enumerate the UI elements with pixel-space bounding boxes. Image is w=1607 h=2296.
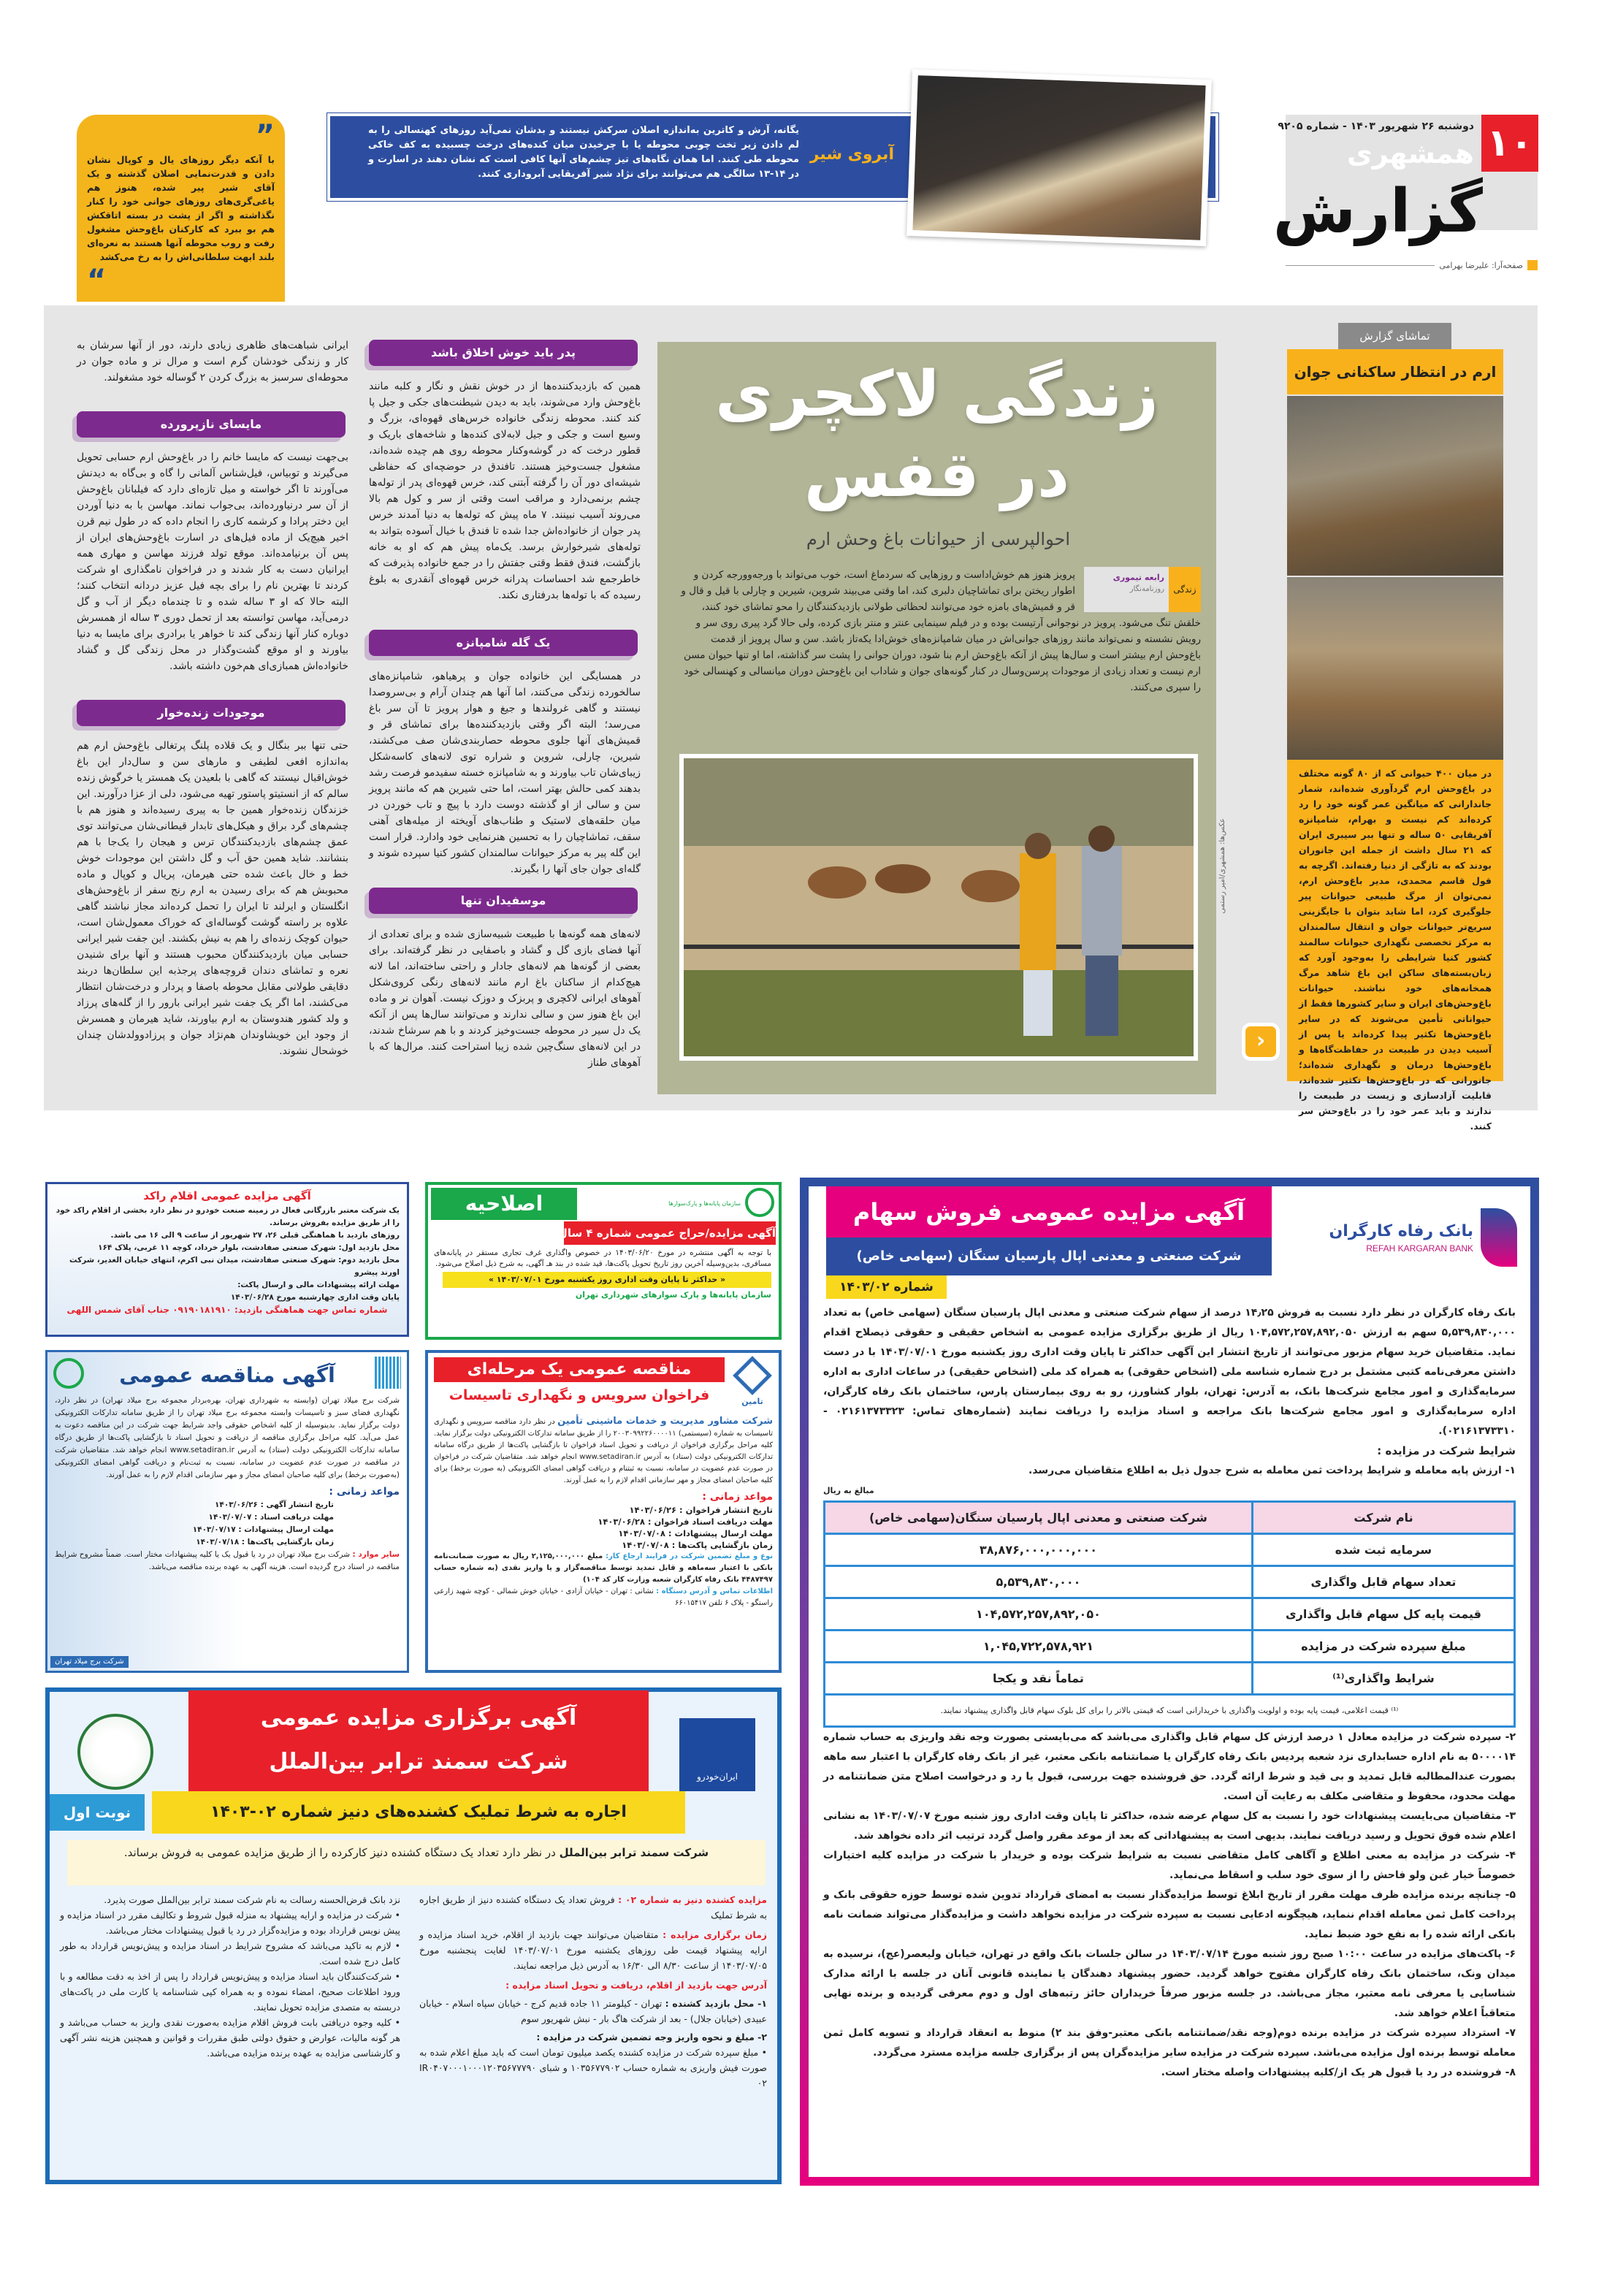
byline-block bbox=[1084, 567, 1201, 612]
article-subtitle: احوالپرسی از حیوانات باغ وحش ارم bbox=[806, 529, 1070, 549]
column-text: همین که بازدیدکننده‌ها از در خوش نقش و نگار و کلبه مانند باغ‌وحش وارد می‌شوند، باید به دیدن شیطنت‌های جکی و جیل پا کند کنند. محوطه زندگی خانواده خرس‌های قهوه‌ای، بزرگ و وسیع است و جکی و جیل لابه‌لای کنده‌ها و شاخه‌های باریک و قطور درخت که در گوشه‌وکنار محوطه روی هم چیده شده‌اند، مشغول جست‌وخیز هستند. تافندق در حوضچه‌ای که حفاظی شیشه‌ای دور آن را گرفته آبتنی کند، خرس قهوه‌ای پدر از توله‌ها چشم برنمی‌دارد و مراقب است وقتی از سر و کول هم بالا می‌روند آسیب نبینند. ۷ ماه پیش که توله‌ها به دنیا آمدند خرس پدر جوان از خانواده‌اش جدا شده تا فندق با خیال آسوده بتواند به توله‌های شیرخوارش برسد. یک‌ماه پیش هم که او به خانه بازگشت، فندق فقط وقتی جفتش را در جمع خانواده پذیرفت که خاطرجمع شد احساسات پدرانه خرس قهوه‌ای آنقدری به بلوغ رسیده که با توله‌ها بدرفتاری نکند. bbox=[369, 381, 641, 601]
samand-logo-icon bbox=[77, 1714, 153, 1790]
pull-quote bbox=[77, 115, 285, 302]
next-arrow-icon[interactable]: ‹ bbox=[1242, 1023, 1280, 1061]
column-text: ایرانی شباهت‌های ظاهری زیادی دارند، دور از آنها سرشان به کار و زندگی خودشان گرم است و مرال نر و ماده جوان در محوطه‌ای سرسبز به بزرگ کردن ۲ گوساله خود مشغولند. bbox=[77, 340, 348, 384]
credit-marker-icon bbox=[1527, 260, 1538, 270]
lion-box-title: آبروی شیر bbox=[809, 145, 894, 164]
tamin-logo: تامین bbox=[730, 1356, 774, 1408]
section-title: گزارش bbox=[1272, 177, 1483, 246]
sidebar-photo-bears bbox=[1287, 396, 1503, 576]
tehran-logo-icon bbox=[53, 1358, 84, 1389]
article-lead-block bbox=[673, 567, 1201, 739]
ad-stagnant-items: آگهی مزایده عمومی اقلام راکد یک شرکت معتبر بازرگانی فعال در زمینه صنعت خودرو در نظر دارد بخشی از اقلام راکد خود را از طریق مزایده بفروش برساند. روزهای بازدید با هماهنگی قبلی ۲۶، ۲۷ شهریور از ساعت ۹ الی ۱۶ می باشد. محل بازدید اول: شهرک صنعتی صفادشت، بلوار خرداد، کوچه ۱۱ غربی، پلاک ۱۶۴ محل بازدید دوم: شهرک صنعتی صفادشت، میدان نبی اکرم، انتهای خیابان الغدیر، شرکت اورند پیشرو مهلت ارائه پیشنهادات مالی و ارسال پاکت: پایان وقت اداری چهارشنبه مورخ ۱۴۰۳/۰۶/۲۸ شماره تماس جهت هماهنگی بازدید: ۰۹۱۹۰۱۸۱۹۱۰ جناب آقای شمس اللهی bbox=[45, 1182, 409, 1337]
author-name: رابعه تیموری bbox=[1112, 573, 1164, 582]
bank-logo-icon bbox=[1481, 1208, 1517, 1267]
zoo-visitors-photo bbox=[684, 758, 1194, 1056]
quote-close-icon: “ bbox=[87, 264, 107, 297]
lion-box-text: یگانه، آرش و کاترین به‌اندازه اصلان سرکش نیستند و بدشان نمی‌آید روزهای کهنسالی را به لم دادن زیر تخت چوبی محوطه یا با چرخیدن میان کنده‌های درخت چسبیده به کف خاکی محوطه طی کنند. اما همان نگاه‌های تیز چشم‌های آنها کافی است که نشان دهند در اسارت و در ۱۴-۱۳ سالگی هم می‌توانند برای نژاد شیر آفریقایی آبروداری کنند. bbox=[368, 125, 799, 180]
article-title-2: در قفس bbox=[804, 438, 1070, 511]
article-title-1: زندگی لاکچری bbox=[715, 358, 1159, 431]
quote-open-icon: ” bbox=[255, 119, 275, 153]
photo-credit: عکس‌ها: همشهری/امیر رستمی bbox=[1218, 818, 1226, 914]
quote-text: با آنکه دیگر روزهای یال و کوپال نشان دادن و قدرت‌نمایی اصلان گذشته و یک آقای شیر پیر شده، هنوز هم یاغی‌گری‌های روزهای جوانی خود را کنار نگذاشته و اگر از پشت در بسته اتاقکش هم بو ببرد که کارکنان باغ‌وحش مشغول رفت و روب محوطه آنها هستند به نعره‌ای بلند ابهت سلطانی‌اش را به رخ می‌کشد bbox=[87, 154, 275, 262]
ad-tamin-tender: تامین مناقصه عمومی یک مرحله‌ای فراخوان سرویس و نگهداری تاسیسات شرکت مشاور مدیریت و خدمات ماشینی تأمین در نظر دارد مناقصه سرویس و نگهداری تاسیسات به شماره (سیستمی) ۲۰۰۳۰۹۹۲۲۶۰۰۰۰۱۱ را از طریق سامانه تدارکات الکترونیکی دولت برگزار نماید. کلیه مراحل برگزاری فراخوان از دریافت و تحویل اسناد فراخوان تا بازگشایی پاکت‌ها از طریق درگاه سامانه تدارکات الکترونیکی دولت (ستاد) به آدرس www.setadiran.ir انجام خواهد شد. متقاضیان شرکت در فراخوان در صورت عدم عضویت در سامانه، نسبت به ثبتنام و دریافت گواهی امضای الکترونیکی (به صورت برخط) برای کلیه صاحبان امضای مجاز و مهر سازمانی اقدام لازم را به عمل آورند. مواعد زمانی : تاریخ انتشار فراخوان : ۱۴۰۳/۰۶/۲۶ مهلت دریافت اسناد فراخوان : ۱۴۰۳/۰۶/۲۸ مهلت ارسال پیشنهادات : ۱۴۰۳/۰۷/۰۸ زمان بازگشایی پاکت‌ها : ۱۴۰۳/۰۷/۰۸ نوع و مبلغ تضمین شرکت در فرایند ارجاع کار: مبلغ ۲,۱۲۵,۰۰۰,۰۰۰ ریال به صورت ضمانت‌نامه بانکی با اعتبار سه‌ماهه و قابل تمدید توسط مناقصه‌گزار و یا واریز نقدی (به شماره حساب ۴۴۸۷۴۹۷ بانک رفاه کارگران شعبه وزارت کار کد ۱۰۴) اطلاعات تماس و آدرس دستگاه : نشانی : تهران - خیابان آزادی - خیابان خوش شمالی - کوچه شهید زارعی راستگو - پلاک ۶ تلفن ۶۶۰۱۵۴۱۷ bbox=[425, 1350, 782, 1673]
sidebar-tag: تماشای گزارش bbox=[1338, 323, 1451, 349]
ad-samand-auction: ایران‌خودرو آگهی برگزاری مزایده عمومی شرکت سمند ترابر بین‌الملل نوبت اول اجاره به شرط تملیک کشنده‌های دنیز شماره ۰۲-۱۴۰۳ شرکت سمند ترابر بین‌الملل در نظر دارد تعداد یک دستگاه کشنده دنیز کارکرده را از طریق مزایده عمومی به فروش برساند. مزایده کشنده دنیز به شماره ۰۲ : فروش تعداد یک دستگاه کشنده دنیز از طریق اجاره به شرط تملیک زمان برگزاری مزایده : متقاضیان می‌توانند جهت بازدید از اقلام، خرید اسناد مزایده و ارایه پیشنهاد قیمت طی روزهای یکشنبه مورخ ۱۴۰۳/۰۷/۰۱ لغایت پنجشنبه مورخ ۱۴۰۳/۰۷/۰۵ از ساعت ۸/۳۰ الی ۱۶/۳۰ به آدرس ذیل مراجعه نمایند. آدرس جهت بازدید از اقلام، دریافت و تحویل اسناد مزایده : ۱- محل بازدید کشنده : تهران - کیلومتر ۱۱ جاده قدیم کرج - خیابان سپاه اسلام - خیابان عبیدی (خیابان جلال) - بعد از شرکت هاگ بار - نبش شهریور سوم ۲- مبلغ و نحوه واریز وجه تضمین شرکت در مزایده : • مبلغ سپرده شرکت در مزایده کشنده یکصد میلیون تومان است که باید مبلغ اعلام شده به صورت فیش واریزی به شماره حساب ۱۰۳۵۶۷۷۹۰۲ و شبای IR۰۴۰۷۰۰۰۱۰۰۰۱۲۰۳۵۶۷۷۷۹۰۰۲ نزد بانک قرض‌الحسنه رسالت به نام شرکت سمند ترابر بین‌الملل صورت پذیرد. • شرکت در مزایده و ارایه پیشنهاد به منزله قبول شروط و تکالیف مقرر در اسناد مزایده و پیش نویس قرارداد بوده و مزایده‌گزار در رد یا قبول پیشنهادات مختار می‌باشد. • لازم به تاکید می‌باشد که مشروح شرایط در اسناد مزایده و پیش‌نویس قرارداد به طور کامل درج شده است. • شرکت‌کنندگان باید اسناد مزایده و پیش‌نویس قرارداد را پس از اخذ به دقت مطالعه و با ورود اطلاعات صحیح، امضاء نموده و به همراه کپی شناسنامه یا کارت ملی در پاکت‌های دربسته به متصدی مزایده تحویل نمایند. • کلیه وجوه دریافتی بابت فروش اقلام مزایده به‌صورت نقدی واریز به حساب می‌باشد و هر گونه مالیات، عوارض و حقوق دولتی طبق مقررات و قوانین و همچنین هزینه نشر آگهی و کارشناسی مزایده به عهده برنده مزایده می‌باشد. bbox=[45, 1687, 782, 2184]
paper-logo: همشهری bbox=[1346, 137, 1474, 169]
byline bbox=[1084, 567, 1169, 612]
lion-photo bbox=[906, 69, 1212, 246]
sidebar-photo-deer bbox=[1287, 577, 1503, 760]
ad-refah-share-auction: بانک رفاه کارگران REFAH KARGARAN BANK آگهی مزایده عمومی فروش سهام شرکت صنعتی و معدنی اپال پارسیان سنگان (سهامی خاص) شماره ۱۴۰۳/۰۲ بانک رفاه کارگران در نظر دارد نسبت به فروش ۱۴٫۲۵ درصد از سهام شرکت صنعتی و معدنی اپال پارسیان سنگان (سهامی خاص) به تعداد ۵,۵۳۹,۸۳۰,۰۰۰ سهم به ارزش ۱۰۴,۵۷۲,۲۵۷,۸۹۲,۰۵۰ ریال از طریق برگزاری مزایده عمومی به اشخاص حقیقی و حقوقی ذیصلاح اقدام نماید. متقاضیان خرید سهام مزبور می‌توانند از تاریخ انتشار این آگهی حداکثر تا پایان وقت اداری روز یکشنبه مورخ ۱۴۰۳/۰۷/۰۱ با در دست داشتن معرفی‌نامه کتبی مشتمل بر درج شماره شناسه ملی (اشخاص حقوقی) به همراه کد ملی (اشخاص حقیقی) در ساعات اداری به اداره سرمایه‌گذاری و امور مجامع شرکت‌ها بانک، به آدرس: تهران، بلوار کشاورز، رو به روی بیمارستان پارس، ساختمان بانک رفاه کارگران، اداره سرمایه‌گذاری و امور مجامع شرکت‌ها بانک مراجعه و اسناد مزایده را دریافت نمایند (شماره‌های تماس: ۰۲۱۶۱۳۷۳۳۲۳ - ۰۲۱۶۱۳۷۳۳۱۰). شرایط شرکت در مزایده : ۱- ارزش پایه معامله و شرایط پرداخت ثمن معامله به شرح جدول ذیل به اطلاع متقاضیان می‌رسد. مبالغ به ریال نام شرکت شرکت صنعتی و معدنی اپال پارسیان سنگان(سهامی خاص) سرمایه ثبت شده ۳۸,۸۷۶,۰۰۰,۰۰۰,۰۰۰ تعداد سهام قابل واگذاری ۵,۵۳۹,۸۳۰,۰۰۰ قیمت پایه کل سهام قابل واگذاری ۱۰۴,۵۷۲,۲۵۷,۸۹۲,۰۵۰ مبلغ سپرده شرکت در مزایده ۱,۰۴۵,۷۲۲,۵۷۸,۹۲۱ شرایط واگذاری⁽¹⁾ تماماً نقد و یکجا ⁽¹⁾ قیمت اعلامی، قیمت پایه بوده و اولویت واگذاری با خریدارانی است که قیمتی بالاتر را برای کل بلوک سهام قابل واگذاری پیشنهاد نمایند. ۲- سپرده شرکت در مزایده معادل ۱ درصد ارزش کل سهام قابل واگذاری می‌باشد که می‌بایستی بصورت وجه نقد واریزی به حساب شماره ۵۰۰۰۰۱۴ به نام اداره حسابداری نزد شعبه پردیس بانک رفاه کارگران یا ضمانتنامه بانکی معتبر، غیر از بانک رفاه کارگران با اعتبار سه ماهه بصورت عندالمطالبه قابل تمدید و بی قید و شرط ارائه گردد. حق فروشنده جهت بررسی، قبول یا رد و درخواست اصلاح متن ضمانتنامه در مهلت محدود، محفوظ و متقاضی مکلف به رعایت آن است. ۳- متقاضیان می‌بایست پیشنهادات خود را نسبت به کل سهام عرضه شده، حداکثر تا پایان وقت اداری روز شنبه مورخ ۱۴۰۳/۰۷/۰۷ به نشانی اعلام شده فوق تحویل و رسید دریافت نمایند. بدیهی است به پیشنهاداتی که بعد از موعد مقرر واصل گردد ترتیب اثر داده نخواهد شد. ۴- شرکت در مزایده به معنی اطلاع و آگاهی کامل متقاضی نسبت به شرایط شرکت بوده و خریدار با شرکت در مزایده کلیه اختیارات خصوصاً خیار غبن ولو فاحش را از سوی خود سلب و اسقاط می‌نماید. ۵- چنانچه برنده مزایده ظرف مهلت مقرر از تاریخ ابلاغ توسط مزایده‌گذار نسبت به امضای قرارداد تدوین شده توسط حوزه حقوقی بانک و پرداخت کامل ثمن معامله اقدام ننماید، هیچگونه ادعایی نسبت به سپرده شرکت در مزایده نخواهد داشت و مزایده‌گذار می‌تواند ضمانت نامه بانکی ارائه شده را به نفع خود ضبط نماید. ۶- پاکت‌های مزایده در ساعت ۱۰:۰۰ صبح روز شنبه مورخ ۱۴۰۳/۰۷/۱۴ در سالن جلسات بانک واقع در تهران، خیابان ولیعصر(عج)، نرسیده به میدان ونک، ساختمان بانک رفاه کارگران مفتوح خواهد گردید. حضور پیشنهاد دهندگان یا نماینده قانونی آنان در جلسه با ارائه مدارک شناسایی یا معرفی نامه معتبر، مجاز می‌باشد. در جلسه مزبور صرفاً خریداران حائز رتبه‌های اول و دوم معرفی گردیده و برنده نهایی متعاقباً اعلام خواهد شد. ۷- استرداد سپرده شرکت در مزایده برنده دوم(وجه نقد/ضمانتنامه بانکی معتبر-وفق بند ۲) منوط به انعقاد قرارداد و تسویه کامل ثمن معامله توسط برنده اول مزایده می‌باشد. سپرده شرکت در مزایده سایر مزایده‌گران پس از برگزاری جلسه مزایده مسترد می‌گردد. ۸- فروشنده در رد یا قبول هر یک از/کلیه پیشنهادات واصله مختار است. bbox=[800, 1178, 1539, 2186]
article-lead: پرویز هنوز هم خوش‌اداست و روزهایی که سردماغ است، خوب می‌تواند با ورجه‌وورجه کردن و اطوار ریختن برای تماشاچیان دلبری کند، اما وقتی می‌بیند شروین، شیرین و چارلی با قیل و قال و قر و قمیش‌های بامزه خود می‌توانند لحظاتی طولانی بازدیدکنندگان را محو تماشای خود کنند، خلقش تنگ می‌شود. پرویز در نوجوانی آرتیست بوده و در فیلم سینمایی عنتر و منتر بازی کرده، ولی حالا گرد پیری روی سر و رویش نشسته و نمی‌تواند مانند روزهای جوانی‌اش در میان شامپانزه‌های خوش‌ادا یکه‌تاز باشد. سن و سال پرویز از قدمت باغ‌وحش ارم بیشتر است و سال‌ها پیش از آنکه باغ‌وحش ارم بنا شود، دوران جوانی را پشت سر گذاشته، اما او تنها حیوان مسن ارم نیست و تعداد زیادی از موجودات پرسن‌وسال در کنار گونه‌های جوان و شاداب این باغ‌وحش دوران میانسالی و کهنسالی خود را سپری می‌کنند. bbox=[681, 569, 1201, 693]
iran-khodro-logo: ایران‌خودرو bbox=[679, 1718, 755, 1791]
subhead-father: پدر باید خوش اخلاق باشد bbox=[369, 340, 638, 366]
subhead-carnivores: موجودات زنده‌خوار bbox=[77, 700, 346, 726]
subhead-chimpanzees: یک گله شامپانزه bbox=[369, 630, 638, 656]
article-photo bbox=[679, 754, 1198, 1061]
layout-credit: صفحه‌آرا: علیرضا بهرامی bbox=[1286, 260, 1538, 270]
column-text: حتی تنها ببر بنگال و یک قلاده پلنگ پرتغالی باغ‌وحش ارم هم به‌اندازه افعی لطیفی و مارهای سن و سال‌دار این باغ خوش‌اقبال نیستند که گاهی با بلعیدن یک همستر یا خرگوش زنده سالم که از انستیتو پاستور تهیه می‌شود، دلی از عزا درآورند. این خزندگان زنده‌خوار همین جا به پیری رسیده‌اند و هنوز هم با چشم‌های گرد براق و هیکل‌های تابدار قیطانی‌شان می‌توانند توی عمق چشم‌های بازدیدکنندگان ترس و هیجان را یک‌جا با هم بنشانند. شاید همین حق آب و گل داشتن این موجودات خوش خط و خال باعث شده حتی هیرمان، پریال و کوپال و ماده محبوبش هم که برای رسیدن به ارم رنج سفر از باغ‌وحش‌های انگلستان و ایرلند تا ایران را تحمل کرده‌اند مجاز نباشند گاهی علاوه بر راسته گوشت گوساله‌ای که خوراک معمول‌شان است، حیوان کوچک زنده‌ای را هم به نیش بکشند. این جفت شیر ایرانی حسابی میان بازدیدکنندگان محبوب هستند و آنها برای شنیدن نعره و تماشای دندان قروچه‌های پرجذبه این سلطان‌ها دربند دقایقی طولانی مقابل محوطه باصفا و پردار و درخت‌شان انتظار می‌کشند، اما اگر یک جفت شیر ایرانی بارور را از گله‌های پرزاد و ولد کشور هندوستان به ارم بیاورند، شاید هیرمان و همسرش از وجود این خویشاوندان هم‌نژاد جوان و پرزادوولدشان چندان خوشحال نشوند. bbox=[77, 740, 348, 1057]
page-number: ۱۰ bbox=[1481, 115, 1538, 172]
subhead-old-timers: موسفیدان تنها bbox=[369, 888, 638, 914]
ad-correction: اصلاحیه سازمان پایانه‌ها و پارک‌سوارها آگهی مزایده/حراج عمومی شماره ۴ سال ۱۴۰۳ با توجه به آگهی منتشره در مورخ ۱۴۰۳/۰۶/۲۰ در خصوص واگذاری غرف تجاری مستقر در پایانه‌های مسافری، بدین‌وسیله آخرین روز تاریخ تحویل پاکت‌ها، قید شده در بند هـ آگهی، به شرح ذیل اصلاح می‌شود. « حداکثر تا پایان وقت اداری روز یکشنبه مورخ ۱۴۰۳/۰۷/۰۱ » سازمان پایانه‌ها و پارک سوارهای شهرداری تهران bbox=[425, 1182, 782, 1340]
category-badge: زندگی bbox=[1169, 567, 1201, 612]
sidebar-text: در میان ۴۰۰ حیوانی که از ۸۰ گونه مختلف در باغ‌وحش ارم گردآوری شده‌اند، شمار جاندارانی که میانگین عمر گونه خود را رد کرده‌اند کم نیست و بهرام، شامپانزه آفریقایی ۵۰ ساله و تنها ببر سیبری ایران که ۲۱ سال داشت از جمله این جانوران بودند که به تازگی از دنیا رفته‌اند. اگرچه به قول قاسم محمدی، مدیر باغ‌وحش ارم، نمی‌توان از مرگ طبیعی حیوانات پیر جلوگیری کرد، اما شاید بتوان با جایگزینی سریع‌تر حیوانات جوان و انتقال سالمندان به مرکز تخصصی نگهداری حیوانات سالمند کشور کنیا شرایطی را به‌وجود آورد که زبان‌بسته‌های ساکن این باغ شاهد مرگ همخانه‌های خود نباشند. حیوانات باغ‌وحش‌های ایران و سایر کشورها فقط از حیواناتی تأمین می‌شوند که در سایر باغ‌وحش‌ها تکثیر پیدا کرده‌اند یا پس از آسیب دیدن در طبیعت در حفاظت‌گاه‌ها و باغ‌وحش‌ها درمان و نگهداری شده‌اند؛ جانورانی که در باغ‌وحش‌ها تکثیر شده‌اند، قابلیت آزادسازی و زیست در طبیعت را ندارند و باید عمر خود را در باغ‌وحش سر کنند. bbox=[1287, 760, 1503, 1081]
ad-milad-tender: آگهی مناقصه عمومی شرکت برج میلاد تهران (وابسته به شهرداری تهران، بهره‌بردار مجموعه برج میلاد تهران) در نظر دارد، نگهداری فضای سبز و تاسیسات وابسته مجموعه برج میلاد تهران را از طریق سامانه تدارکات الکترونیکی دولت برگزار نماید. بدینوسیله از کلیه اشخاص حقوقی واجد شرایط جهت شرکت در این مناقصه دعوت به عمل می‌آید. کلیه مراحل برگزاری مناقصه از دریافت و تحویل اسناد تا بازگشایی پاکت‌ها از طریق درگاه سامانه تدارکات الکترونیکی دولت (ستاد) به آدرس www.setadiran.ir انجام خواهد شد. متقاضیان شرکت در مناقصه در صورت عدم عضویت در سامانه، نسبت به ثبت‌نام و دریافت گواهی امضای الکترونیکی (به‌صورت برخط) برای کلیه صاحبان امضای مجاز و مهر سازمانی اقدام لازم را به عمل آورند. مواعد زمانی : تاریخ انتشار آگهی : ۱۴۰۳/۰۶/۲۶ مهلت دریافت اسناد : ۱۴۰۳/۰۷/۰۷ مهلت ارسال پیشنهادات : ۱۴۰۳/۰۷/۱۷ زمان بازگشایی پاکت‌ها : ۱۴۰۳/۰۷/۱۸ سایر موارد : شرکت برج میلاد تهران در رد یا قبول یک یا کلیه پیشنهادات مختار است. ضمناً مشروح شرایط مناقصه در اسناد درج گردیده است. هزینه آگهی به عهده برنده مناقصه می‌باشد. شرکت برج میلاد تهران bbox=[45, 1350, 409, 1673]
auction-terms-table: نام شرکت شرکت صنعتی و معدنی اپال پارسیان سنگان(سهامی خاص) سرمایه ثبت شده ۳۸,۸۷۶,۰۰۰,۰۰۰,۰۰۰ تعداد سهام قابل واگذاری ۵,۵۳۹,۸۳۰,۰۰۰ قیمت پایه کل سهام قابل واگذاری ۱۰۴,۵۷۲,۲۵۷,۸۹۲,۰۵۰ مبلغ سپرده شرکت در مزایده ۱,۰۴۵,۷۲۲,۵۷۸,۹۲۱ شرایط واگذاری⁽¹⁾ تماماً نقد و یکجا ⁽¹⁾ قیمت اعلامی، قیمت پایه بوده و اولویت واگذاری با خریدارانی است که قیمتی بالاتر را برای کل بلوک سهام قابل واگذاری پیشنهاد نمایند. bbox=[823, 1500, 1516, 1728]
refah-bank-logo: بانک رفاه کارگران REFAH KARGARAN BANK bbox=[1329, 1208, 1517, 1267]
sidebar-title: ارم در انتظار ساکنانی جوان bbox=[1287, 349, 1503, 394]
org-logo-icon bbox=[745, 1188, 774, 1217]
author-role: روزنامه‌نگار bbox=[1129, 585, 1164, 593]
milad-logo-icon bbox=[375, 1357, 401, 1389]
subhead-maysa: مایسای نازپرورده bbox=[77, 411, 346, 438]
column-text: در همسایگی این خانواده جوان و پرهیاهو، شامپانزه‌های سالخورده زندگی می‌کنند، اما آنها هم چندان آرام و بی‌سروصدا نیستند و گاهی غرولندها و جیغ و هوار پرویز تا آن سر باغ می‌رسد؛ البته اگر وقتی بازدیدکننده‌ها برای تماشای قر و قمیش‌های آنها جلوی محوطه حصاربندی‌شان صف می‌کشند، شیرین، چارلی، شروین و شراره توی لانه‌های کاسه‌شکل زیبای‌شان تاب بیاورند و به شامپانزه خسته سفیدمو فرصت رشد بدهند کمی حالش بهتر است، اما حتی شیرین هم که مانند پرویز سن و سالی از او گذشته دوست دارد با پیچ و تاب خوردن در میان حلقه‌های لاستیک و طناب‌های آویخته از میله‌های آهنی سقف، تماشاچیان را به تحسین هنرنمایی خود وادارد. قرار است این گله پیر به مرکز حیوانات سالمندان کشور کنیا سپرده شوند و گله‌ای جوان جای آنها را بگیرند. bbox=[369, 671, 641, 875]
column-text: بی‌جهت نیست که مایسا خانم را در باغ‌وحش ارم حسابی تحویل می‌گیرند و توبیاس، فیل‌شناس آلمانی را گاه و بی‌گاه به دیدنش می‌آورند تا اگر خواسته و میل تازه‌ای دارد که فیلبانان باغ‌وحش از آن سر درنیاورده‌اند، بی‌جواب نماند. مهاسن با به دنیا آوردن این دختر پرادا و کرشمه کاری را انجام داده که در طول نیم قرن اخیر هیچ‌یک از ماده فیل‌های در اسارت باغ‌وحش‌های ایران از پس آن برنیامده‌اند. موقع تولد فرزند مهاسن و مهاری همه ایرانیان دست به کار شدند و در فراخوان نامگذاری او شرکت کردند تا بهترین نام را برای بچه فیل عزیز دردانه انتخاب کنند؛ البته حالا که او ۳ ساله شده و تا چندماه دیگر از آب و گل درمی‌آید، مهاسن توانسته بعد از تحمل دوری ۳ ساله از همسرش دوباره کنار آنها زندگی کند تا خواهر یا برادری برای مایسا به دنیا بیاورند و او موقع گشت‌وگذار در محل زندگی گل و گشاد خانواده‌اش همبازی‌ای هم‌خون داشته باشد. bbox=[77, 451, 348, 672]
issue-date: دوشنبه ۲۶ شهریور ۱۴۰۳ - شماره ۹۲۰۵ bbox=[1278, 121, 1474, 132]
column-text: لانه‌های همه گونه‌ها با طبیعت شبیه‌سازی شده و برای تعدادی از آنها فضای بازی گل و گشاد و باصفایی در نظر گرفته‌اند. برای بعضی از گونه‌ها هم لانه‌های جادار و راحتی ساخته‌اند، اما لانه هیچ‌کدام از ساکنان باغ ارم مانند لانه‌های رنگی کروی‌شکل آهوهای ایرانی لاکچری و پربزک و دوزک نیست. آهوان نر و ماده این باغ هنوز سن و سالی ندارند و می‌توانند سال‌ها پس از آنکه یک دل سیر در محوطه جست‌وخیز کردند و با هم سرشاخ شدند، در این لانه‌های سنگ‌چین شده زیبا استراحت کنند. مرال‌ها که با آهوهای طناز bbox=[369, 928, 641, 1069]
